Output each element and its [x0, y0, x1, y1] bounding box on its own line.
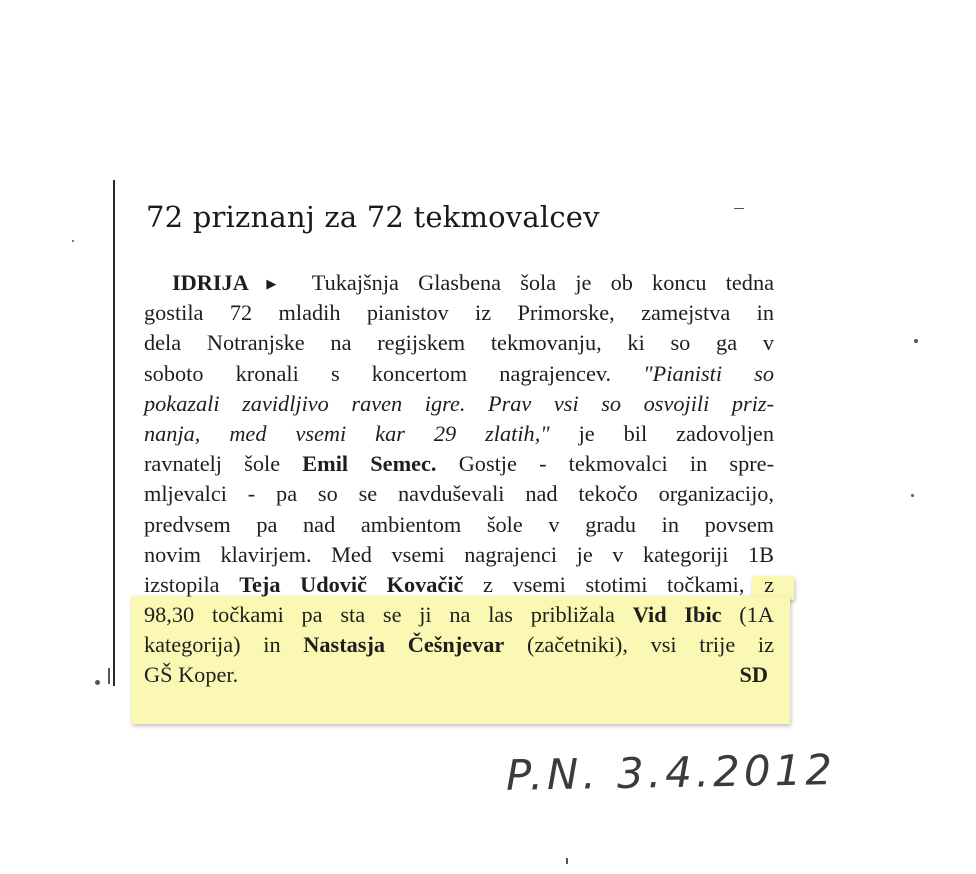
text-segment: gostila 72 mladih pianistov iz Primorske, zamejstva in — [144, 300, 774, 326]
scan-speck — [108, 668, 110, 684]
article-body — [144, 268, 774, 691]
text-segment: z vsemi stotimi točkami, z — [463, 571, 774, 597]
text-segment: Tukajšnja Glasbena šola je ob koncu tedna — [293, 270, 774, 295]
column-rule — [113, 180, 115, 686]
text-segment: predvsem pa nad ambientom šole v gradu in povsem — [144, 511, 774, 537]
text-segment: (začetniki), vsi trije iz — [504, 632, 774, 658]
article-line — [144, 389, 774, 419]
name-highlight: Nastasja Češnjevar — [303, 632, 505, 658]
name-highlight: Vid Ibic — [632, 602, 722, 628]
article-line — [144, 268, 774, 298]
location-label: IDRIJA — [172, 270, 249, 295]
text-segment: novim klavirjem. Med vsemi nagrajenci je v kategoriji 1B — [144, 541, 774, 567]
scan-speck — [95, 680, 100, 685]
name-highlight: Teja Udovič Kovačič — [239, 571, 464, 597]
arrow-right-icon: ▶ — [252, 276, 291, 291]
closing-text: GŠ Koper. — [144, 662, 239, 688]
scan-speck — [566, 858, 568, 864]
author-initials: SD — [739, 662, 768, 688]
text-segment: 98,30 točkami pa sta se ji na las približala — [144, 602, 633, 628]
article-line — [144, 298, 774, 328]
name-highlight: Emil Semec. — [302, 451, 437, 477]
quote-text: pokazali zavidljivo raven igre. Prav vsi so osvojili priz- — [144, 390, 774, 416]
text-segment: soboto kronali s koncertom nagrajencev. — [144, 360, 644, 386]
article-line — [144, 359, 774, 389]
article-line — [144, 510, 774, 540]
text-segment: je bil zadovoljen — [549, 420, 774, 446]
text-segment: dela Notranjske na regijskem tekmovanju, ki so ga v — [144, 330, 774, 356]
scan-speck — [914, 339, 918, 343]
scan-speck — [911, 494, 914, 497]
text-segment: Gostje - tekmovalci in spre- — [436, 451, 774, 477]
quote-text: "Pianisti so — [643, 360, 775, 386]
quote-text: nanja, med vsemi kar 29 zlatih," — [144, 420, 550, 446]
text-segment: mljevalci - pa so se navduševali nad tekočo organizacijo, — [144, 481, 774, 507]
scan-speck — [72, 240, 74, 242]
article-line — [144, 540, 774, 570]
text-segment: (1A — [721, 602, 774, 628]
text-segment: ravnatelj šole — [144, 451, 303, 477]
article-last-line — [144, 660, 774, 690]
text-segment: izstopila — [144, 571, 240, 597]
article-line — [144, 328, 774, 358]
article-line — [144, 479, 774, 509]
text-segment: kategorija) in — [144, 632, 304, 658]
scan-speck — [734, 208, 744, 209]
article-line — [144, 630, 774, 660]
article-line — [144, 570, 774, 600]
handwritten-note: P.N. 3.4.2012 — [505, 745, 837, 800]
article-headline: 72 priznanj za 72 tekmovalcev — [146, 200, 600, 234]
article-line — [144, 600, 774, 630]
article-line — [144, 449, 774, 479]
article-line — [144, 419, 774, 449]
